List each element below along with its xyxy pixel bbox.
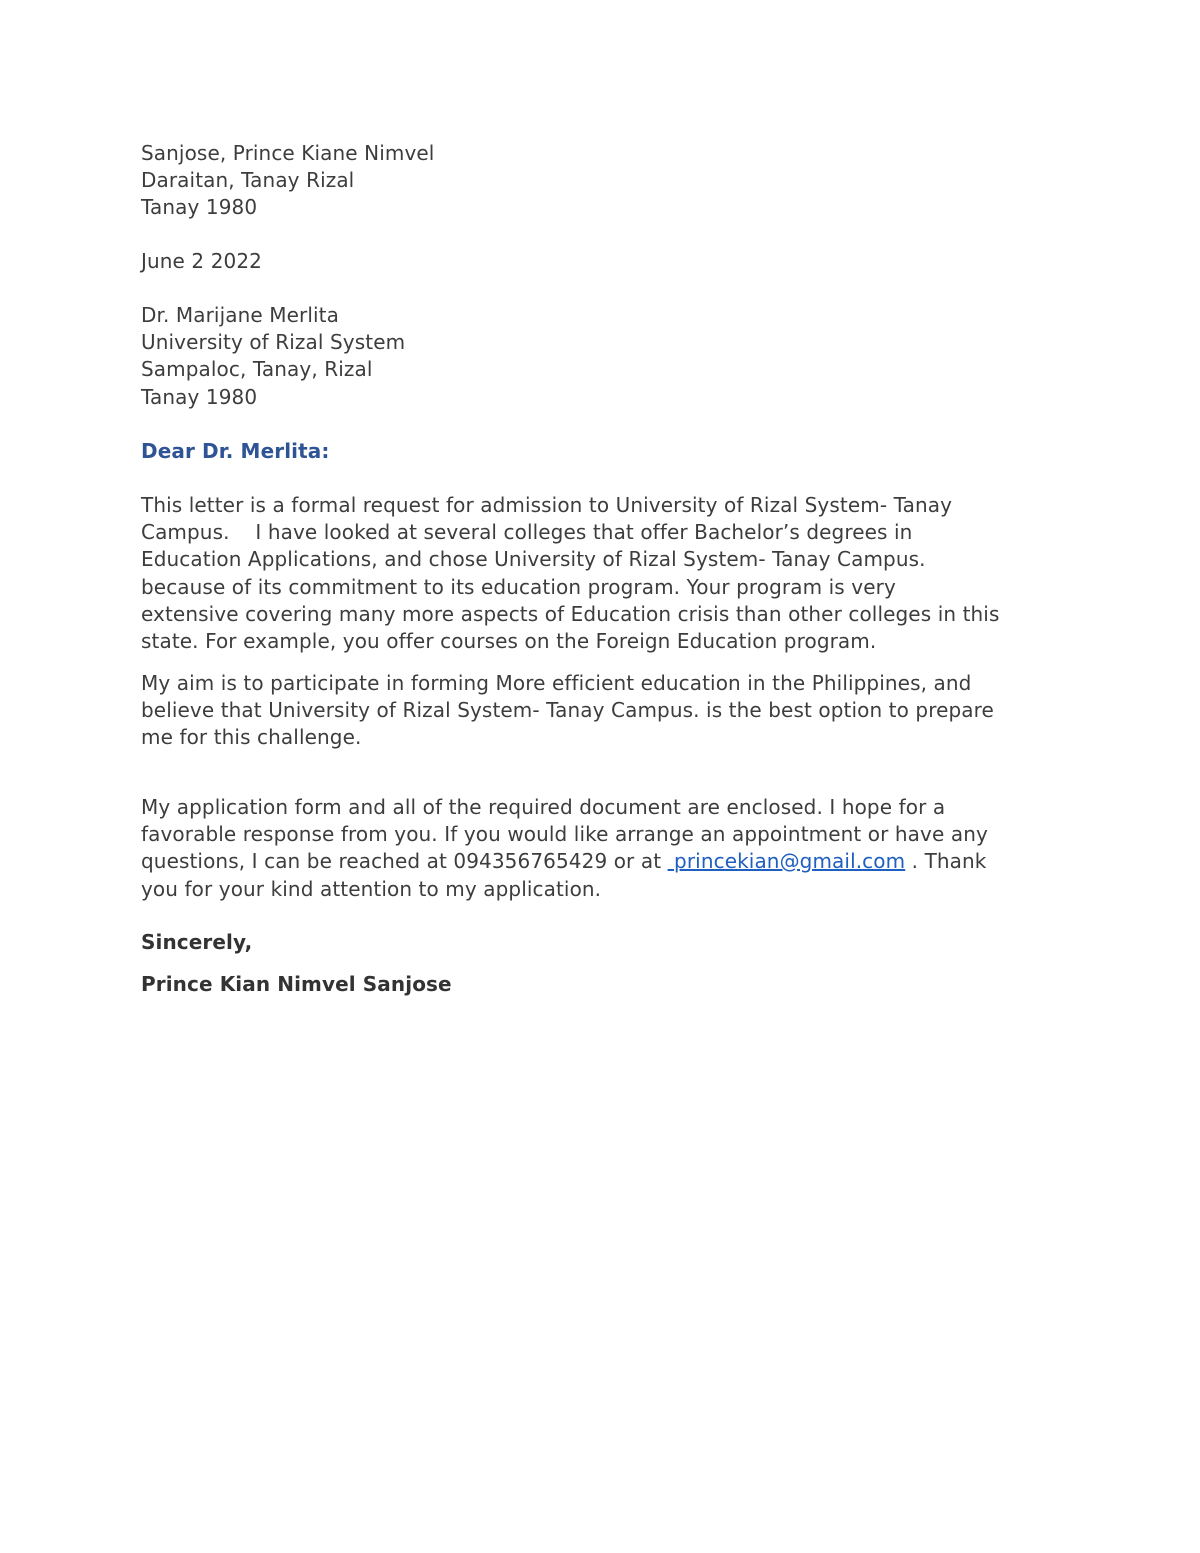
letter-date: June 2 2022 <box>141 249 262 273</box>
salutation-block <box>141 438 1071 465</box>
paragraph-line: My aim is to participate in forming More efficient education in the Philippines, and <box>141 671 972 695</box>
paragraph-line: state. For example, you offer courses on the Foreign Education program. <box>141 629 877 654</box>
recipient-institution: University of Rizal System <box>141 330 406 355</box>
recipient-name: Dr. Marijane Merlita <box>141 303 339 327</box>
letter-date-block <box>141 248 1071 275</box>
sender-address-line1: Daraitan, Tanay Rizal <box>141 168 355 193</box>
paragraph-line: you for your kind attention to my application. <box>141 876 602 901</box>
closing: Sincerely, <box>141 930 253 954</box>
paragraph-line: This letter is a formal request for admission to University of Rizal System- Tanay <box>141 493 953 517</box>
paragraph-line: favorable response from you. If you would like arrange an appointment or have any <box>141 822 988 847</box>
recipient-address-line1: Sampaloc, Tanay, Rizal <box>141 357 373 382</box>
sender-address <box>141 140 1071 222</box>
salutation: Dear Dr. Merlita: <box>141 439 330 463</box>
body-paragraph-2 <box>141 670 1071 752</box>
recipient-address <box>141 302 1071 411</box>
body-paragraph-1 <box>141 492 1071 655</box>
email-lead-text: questions, I can be reached at 094356765429 or at <box>141 849 668 874</box>
paragraph-line: My application form and all of the required document are enclosed. I hope for a <box>141 795 946 819</box>
recipient-address-line2: Tanay 1980 <box>141 384 258 409</box>
paragraph-line-with-email <box>141 848 1071 875</box>
sender-name: Sanjose, Prince Kiane Nimvel <box>141 141 435 165</box>
email-link[interactable]: princekian@gmail.com <box>667 849 906 874</box>
paragraph-line: me for this challenge. <box>141 725 362 750</box>
signature-block <box>141 971 1071 998</box>
paragraph-line: Education Applications, and chose University of Rizal System- Tanay Campus. <box>141 547 926 572</box>
paragraph-line: because of its commitment to its education program. Your program is very <box>141 574 896 599</box>
closing-block <box>141 929 1071 956</box>
sender-address-line2: Tanay 1980 <box>141 195 258 220</box>
body-paragraph-3 <box>141 794 1071 903</box>
paragraph-line: extensive covering many more aspects of Education crisis than other colleges in this <box>141 601 1000 626</box>
paragraph-line: believe that University of Rizal System- Tanay Campus. is the best option to prepare <box>141 698 994 723</box>
paragraph-line: Campus. I have looked at several colleges that offer Bachelor’s degrees in <box>141 520 913 545</box>
signature-name: Prince Kian Nimvel Sanjose <box>141 972 452 996</box>
email-trail-text: . Thank <box>905 849 987 874</box>
